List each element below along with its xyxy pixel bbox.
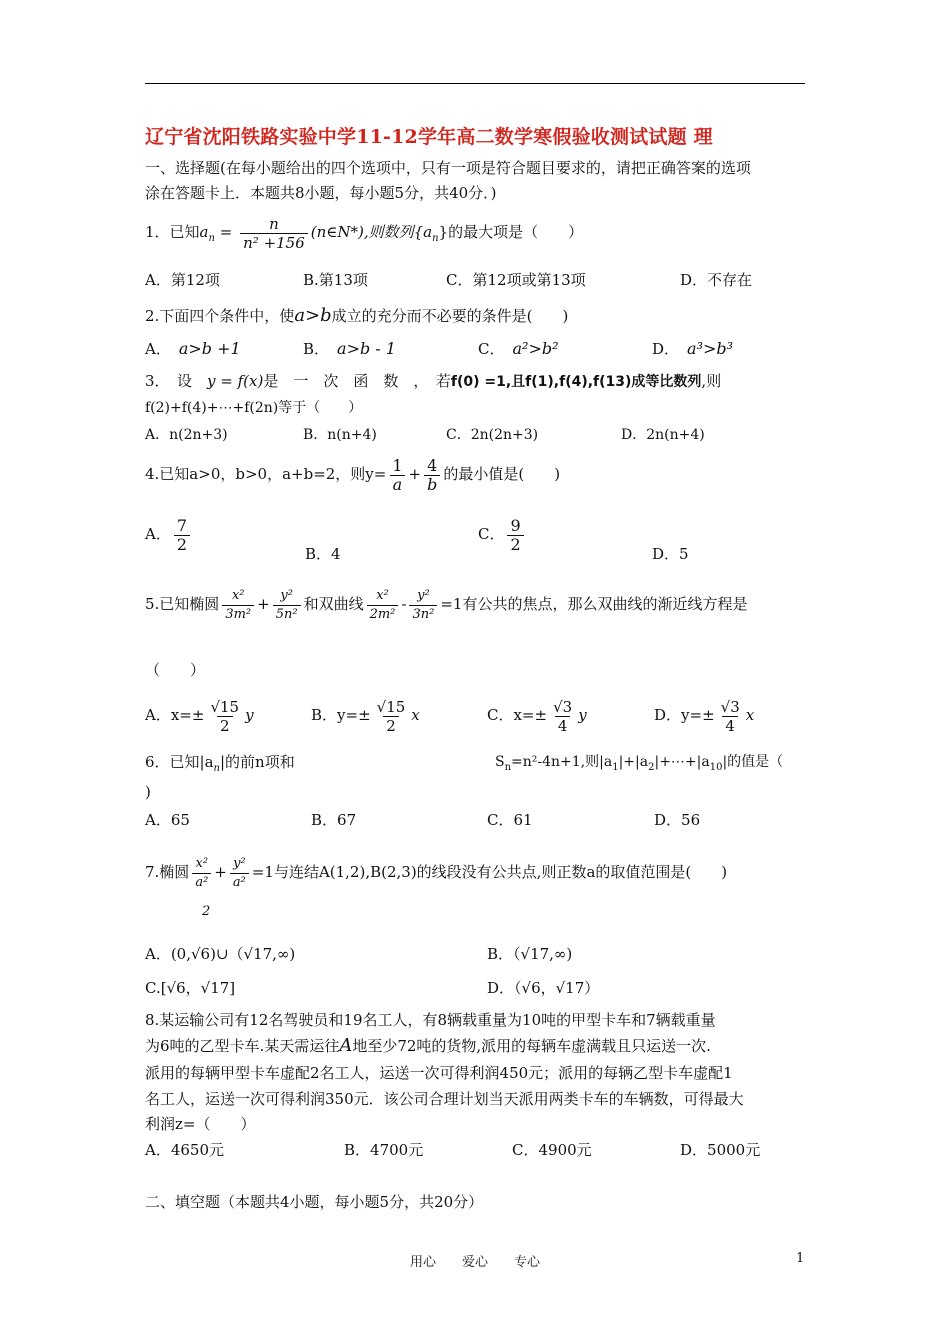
q6-option-b: B．67 <box>311 811 357 829</box>
q5-option-b-var: x <box>411 706 420 724</box>
q5-option-b-frac <box>374 698 409 735</box>
q2-option-b <box>303 339 396 359</box>
q7-option-b: B．（√17,∞) <box>487 945 573 963</box>
q5-option-c-var: y <box>578 706 587 724</box>
q4-f1-den: a <box>390 475 406 494</box>
question-3-stem-line2: f(2)+f(4)+⋯+f(2n)等于（ ） <box>145 400 363 416</box>
q4-f1-num: 1 <box>392 455 403 475</box>
q2-stem-end: 成立的充分而不必要的条件是( ) <box>331 307 569 325</box>
q6-stem-b: |的前n项和 <box>220 753 295 771</box>
q7-option-c: C.[√6，√17] <box>145 979 236 997</box>
question-7-stem <box>145 850 727 894</box>
q2-option-c <box>478 339 559 359</box>
q5-answer-paren: （ ） <box>145 661 206 679</box>
q3-option-b: B．n(n+4) <box>303 427 377 443</box>
q8-option-c: C．4900元 <box>512 1141 592 1159</box>
question-8-line4: 名工人，运送一次可得利润350元．该公司合理计划当天派用两类卡车的车辆数，可得最大 <box>145 1090 744 1108</box>
q6-sn-rest: =n²-4n+1,则|a <box>511 754 613 770</box>
q6-tail3: |的值是（ <box>722 754 784 770</box>
q7-f1-den: a² <box>192 873 211 892</box>
q8-option-a: A．4650元 <box>145 1141 225 1159</box>
q4-frac-1 <box>389 457 405 494</box>
q5-option-b <box>311 693 420 737</box>
q5-stem-end: =1有公共的焦点，那么双曲线的渐近线方程是 <box>440 595 748 613</box>
q1-fraction <box>240 215 308 252</box>
q4-f2-num: 4 <box>427 455 438 475</box>
q7-f1-num: x² <box>195 855 209 871</box>
q5-option-c-num: √3 <box>553 697 573 716</box>
question-6-stem-left: 6．已知$|a_n|$的前n项和 <box>145 753 295 774</box>
q3-line1c: ,则 <box>701 372 722 390</box>
q5-e1 <box>222 587 254 624</box>
q4-option-a-den: 2 <box>174 535 190 554</box>
q4-option-c <box>478 512 527 556</box>
header-rule <box>145 83 805 84</box>
q5-option-a-var: y <box>245 706 254 724</box>
q5-option-a <box>145 693 254 737</box>
page-number: 1 <box>796 1251 805 1266</box>
q7-f2-den: a² <box>230 873 249 892</box>
q2-option-b-label: B． <box>303 340 330 358</box>
q5-h2-num: y² <box>417 587 430 603</box>
q1-cond-end: }的最大项是（ ） <box>438 223 584 241</box>
q5-option-d <box>654 693 754 737</box>
q5-option-a-den: 2 <box>217 716 233 735</box>
q7-option-a: A．(0,√6)∪（√17,∞) <box>145 945 296 963</box>
question-2-stem <box>145 306 568 326</box>
q8-line2-text: 为6吨的乙型卡车.某天需运往 <box>145 1037 340 1055</box>
q2-option-a-label: A． <box>145 340 171 358</box>
q7-frac-1 <box>192 855 211 892</box>
q1-an: a <box>199 223 209 241</box>
q1-option-d: D．不存在 <box>680 271 753 289</box>
q5-h1 <box>367 587 399 624</box>
q7-stem-text: 7.椭圆 <box>145 863 190 881</box>
q5-h2-den: 3n² <box>409 605 437 624</box>
q7-stem-end: =1与连结A(1,2),B(2,3)的线段没有公共点,则正数a的取值范围是( ) <box>251 863 728 881</box>
q8-option-d: D．5000元 <box>680 1141 761 1159</box>
q7-frac-2 <box>230 855 249 892</box>
q5-option-c-label: C．x=± <box>487 706 548 724</box>
q1-option-b: B.第13项 <box>303 271 368 289</box>
q1-frac-num: n <box>269 214 279 233</box>
q3-line1a: 3． 设 <box>145 372 208 390</box>
question-3-stem-line1 <box>145 371 721 392</box>
page-footer: 用心 爱心 专心 <box>409 1255 540 1270</box>
q4-option-a-num: 7 <box>176 515 188 535</box>
q6-tail2: |+⋯+|a <box>654 754 710 770</box>
q5-option-d-var: x <box>745 706 755 724</box>
question-5-stem: 5.已知椭圆 $\frac{\text{x²}}{\text{3m²}}$ + $\frac{\text{y²}}{\text{5n²}}$ 和双曲线 $\frac{\text{x²}}{\text{2m²}}$ - $\frac{\text{y²}}{\text{3n²}}$ =1有公共的焦点，那么双曲线的渐近线方程是 <box>145 587 748 622</box>
q2-option-d-label: D． <box>652 340 680 358</box>
q3-line1b: 是 一 次 函 数 ， 若 <box>263 372 451 390</box>
q5-h1-den: 2m² <box>367 605 399 624</box>
q7-plus: + <box>214 863 227 881</box>
q4-option-c-label: C． <box>478 525 505 543</box>
q1-frac-den: n² +156 <box>240 233 308 252</box>
q4-f2-den: b <box>424 475 440 494</box>
q2-stem-text: 2.下面四个条件中，使 <box>145 307 295 325</box>
q6-sn: S <box>495 754 505 770</box>
q3-condition: f(0) =1,且f(1),f(4),f(13)成等比数列 <box>450 374 702 390</box>
q6-tail: |+|a <box>618 754 649 770</box>
q5-h1-num: x² <box>376 587 389 603</box>
q1-sub2: n <box>432 233 439 244</box>
q4-stem-text: 4.已知a>0，b>0，a+b=2，则y= <box>145 465 387 483</box>
q2-option-a-expr: a>b +1 <box>178 339 241 358</box>
q5-option-c-den: 4 <box>555 716 571 735</box>
question-6-stem-right: $S_n=n^2-4n+1$,则$|a_1|+|a_2|+\cdots+|a_{10}|$的值是（ <box>495 754 784 773</box>
q3-option-d: D．2n(n+4) <box>621 427 705 443</box>
q5-option-d-frac <box>718 698 743 735</box>
q1-cond: (n∈N*),则数列{a <box>310 223 433 241</box>
q1-option-a: A．第12项 <box>145 271 220 289</box>
q4-option-b: B．4 <box>305 545 341 563</box>
q8-option-b: B．4700元 <box>344 1141 424 1159</box>
q7-f2-num: y² <box>233 855 246 871</box>
q5-e2-num: y² <box>280 587 293 603</box>
q5-minus: - <box>401 595 407 613</box>
q4-option-a-label: A． <box>145 525 171 543</box>
q7-frac-1-den2: 2 <box>202 904 211 919</box>
q5-e1-num: x² <box>231 587 245 603</box>
q5-option-c-frac <box>550 698 575 735</box>
q2-option-c-label: C． <box>478 340 505 358</box>
section2-heading: 二、填空题（本题共4小题，每小题5分，共20分） <box>145 1193 484 1211</box>
q5-h2 <box>409 587 437 624</box>
q4-option-a <box>145 512 193 556</box>
q1-eq: = <box>219 223 233 241</box>
q4-stem-end: 的最小值是( ) <box>443 465 561 483</box>
q6-option-d: D．56 <box>654 811 701 829</box>
question-8-line2 <box>145 1036 711 1056</box>
q6-close-paren: ) <box>145 783 151 801</box>
q8-line2-a: A <box>339 1035 353 1056</box>
q2-relation: a>b <box>294 305 332 326</box>
q5-option-a-frac <box>207 698 242 735</box>
q2-option-c-expr: a²>b² <box>512 339 559 358</box>
question-8-line5: 利润z=（ ） <box>145 1115 256 1133</box>
q5-option-b-label: B．y=± <box>311 706 371 724</box>
q4-frac-2 <box>424 457 440 494</box>
question-4-stem <box>145 452 560 496</box>
q2-option-d <box>652 339 733 359</box>
q4-option-c-den: 2 <box>507 535 523 554</box>
q4-option-c-num: 9 <box>510 515 521 535</box>
q4-option-a-frac <box>174 517 190 554</box>
q5-stem-text: 5.已知椭圆 <box>145 595 220 613</box>
q1-option-c: C．第12项或第13项 <box>446 271 586 289</box>
question-8-line1: 8.某运输公司有12名驾驶员和19名工人，有8辆载重量为10吨的甲型卡车和7辆载重量 <box>145 1011 716 1029</box>
q5-e2-den: 5n² <box>273 605 301 624</box>
q3-option-c: C．2n(2n+3) <box>446 427 539 443</box>
question-1-stem <box>145 212 583 259</box>
q5-e2 <box>273 587 301 624</box>
q6-option-a: A．65 <box>145 811 190 829</box>
section1-heading-line1: 一、选择题(在每小题给出的四个选项中，只有一项是符合题目要求的，请把正确答案的选项 <box>145 159 751 177</box>
question-8-line3: 派用的每辆甲型卡车虚配2名工人，运送一次可得利润450元；派用的每辆乙型卡车虚配1 <box>145 1064 733 1082</box>
q5-option-d-label: D．y=± <box>654 706 715 724</box>
q5-option-a-num: √15 <box>210 697 240 716</box>
q6-option-c: C．61 <box>487 811 533 829</box>
q2-option-b-expr: a>b - 1 <box>337 339 396 358</box>
q7-option-d: D．（√6，√17） <box>487 979 600 997</box>
section1-heading-line2: 涂在答题卡上．本题共8小题，每小题5分，共40分．) <box>145 184 497 202</box>
q5-option-d-num: √3 <box>720 697 740 716</box>
q4-option-c-frac <box>507 517 523 554</box>
q6-stem-text: 6．已知|a <box>145 753 214 771</box>
q5-option-b-den: 2 <box>383 716 399 735</box>
q8-line2-end: 地至少72吨的货物,派用的每辆车虚满载且只运送一次. <box>352 1037 711 1055</box>
q1-sub: n <box>208 233 215 244</box>
q5-e1-den: 3m² <box>222 605 254 624</box>
q2-option-a <box>145 339 241 359</box>
q2-option-d-expr: a³>b³ <box>687 339 734 358</box>
q5-mid: 和双曲线 <box>303 595 364 613</box>
q3-fx: y = f(x) <box>207 372 264 390</box>
q5-option-c <box>487 693 587 737</box>
q4-plus: + <box>408 465 422 483</box>
q5-option-d-den: 4 <box>722 716 738 735</box>
q1-prefix: 1．已知 <box>145 223 200 241</box>
q4-option-d: D．5 <box>652 545 689 563</box>
q3-option-a: A．n(2n+3) <box>145 427 228 443</box>
q5-option-b-num: √15 <box>376 697 406 716</box>
q5-option-a-label: A．x=± <box>145 706 205 724</box>
page-title: 辽宁省沈阳铁路实验中学11-12学年高二数学寒假验收测试试题 理 <box>145 126 713 148</box>
